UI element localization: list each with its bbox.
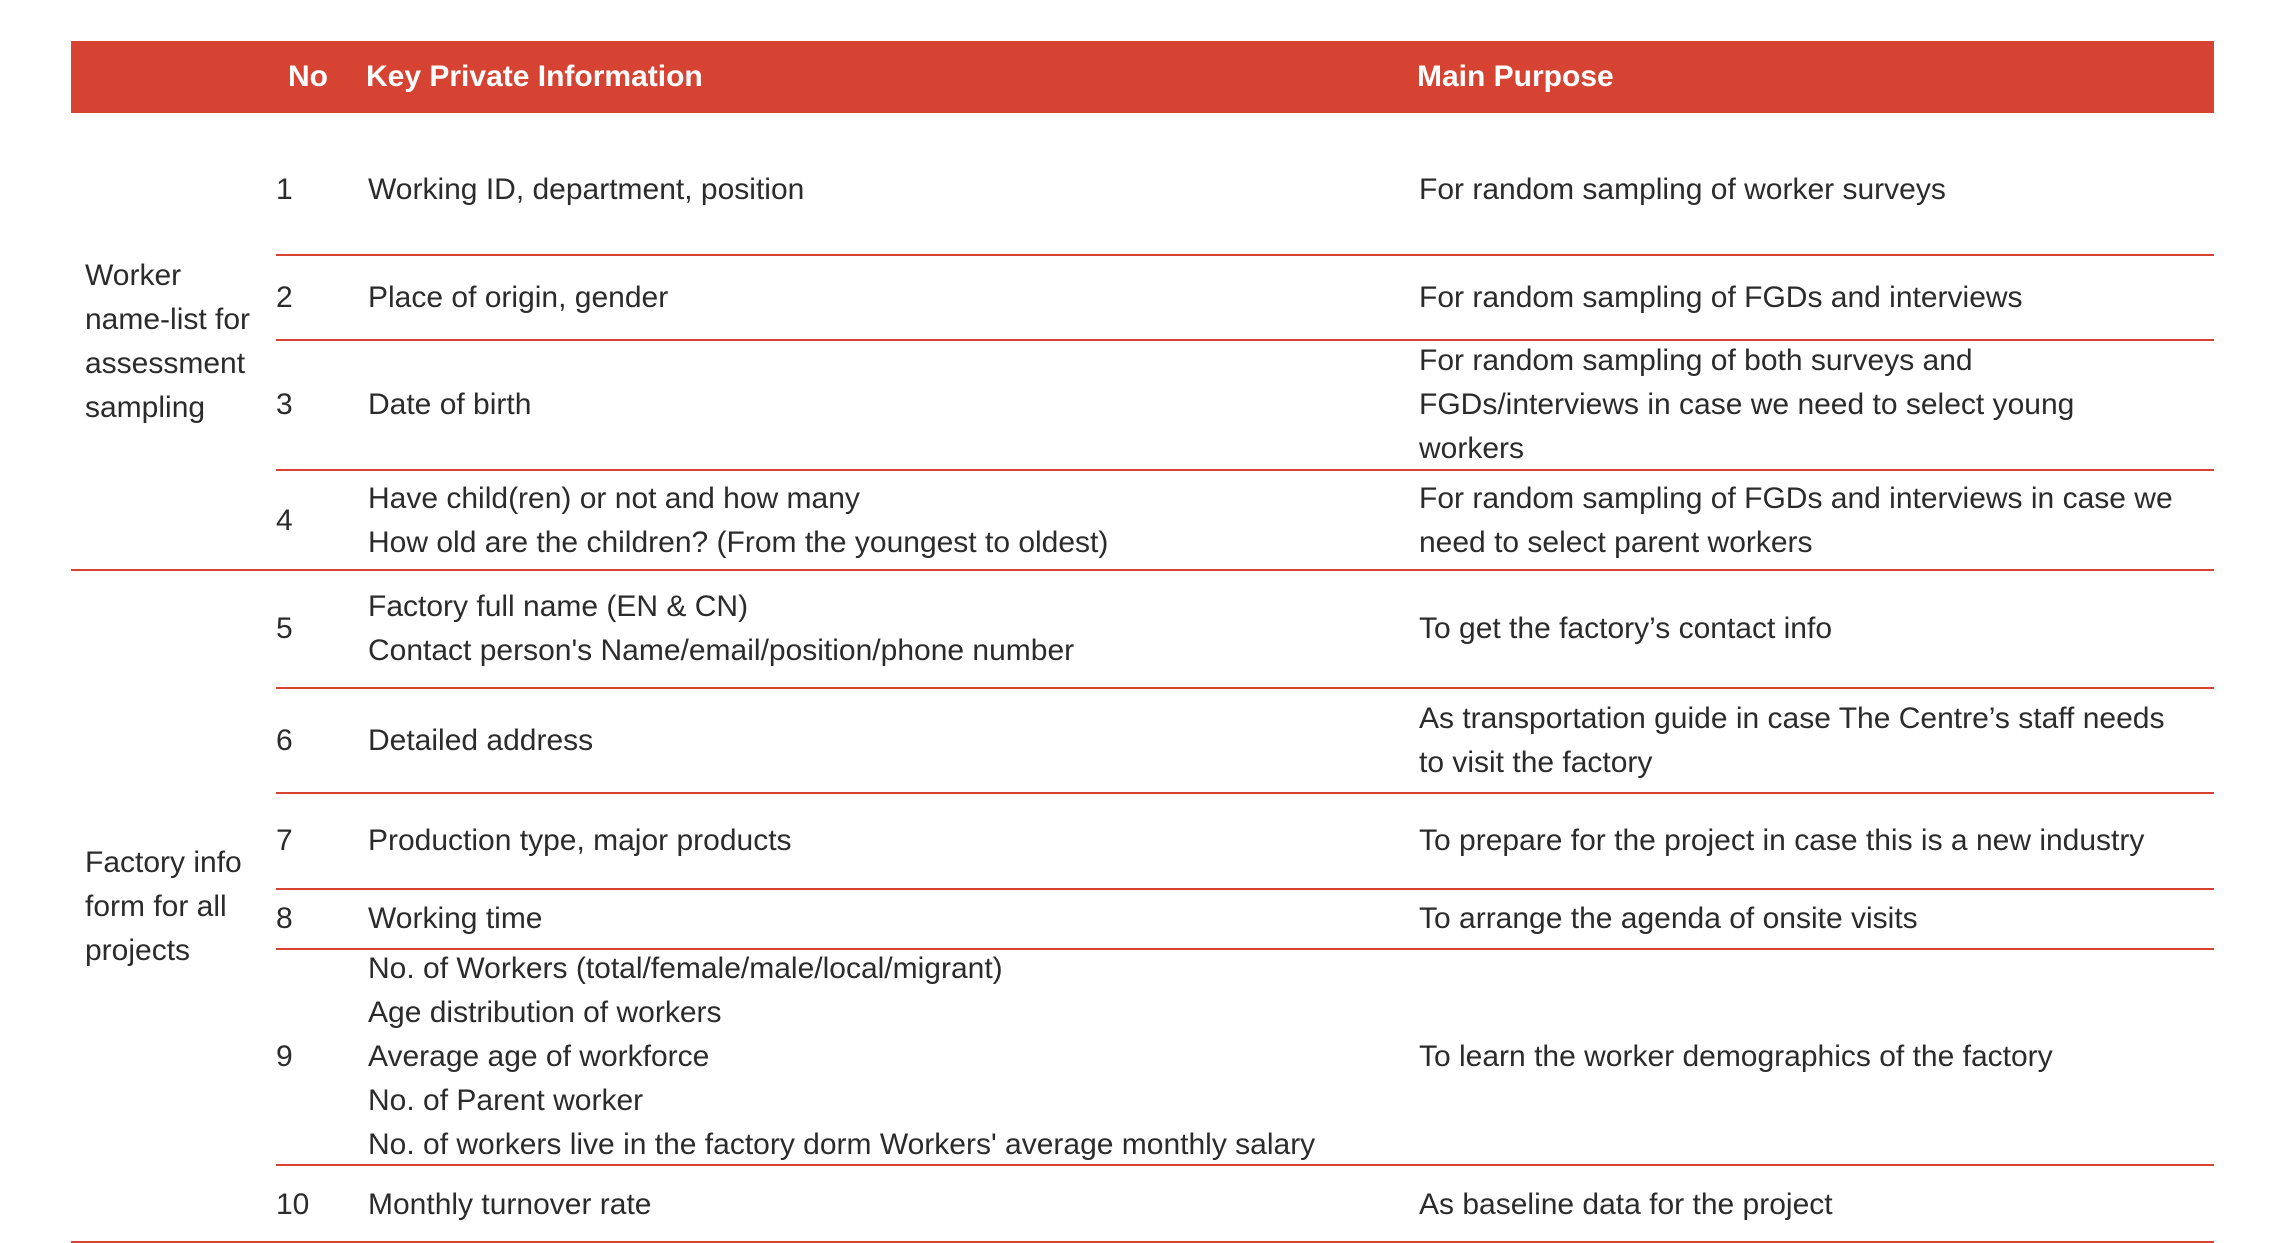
- cell-main-purpose: [1419, 890, 2209, 948]
- purpose-line: For random sampling of worker surveys: [1419, 172, 1946, 206]
- purpose-line: To get the factory’s contact info: [1419, 612, 1833, 645]
- group-label-line: projects: [85, 934, 191, 967]
- group-label-line: name-list for: [85, 303, 251, 336]
- table-row: [276, 113, 2214, 256]
- table-row: [276, 890, 2214, 950]
- cell-no: [276, 471, 336, 571]
- header-main-purpose: Main Purpose: [1417, 60, 1614, 93]
- cell-key-private-information: [368, 571, 1398, 687]
- purpose-line: As baseline data for the project: [1419, 1187, 1833, 1221]
- cell-key-private-information: [368, 689, 1398, 792]
- cell-main-purpose: [1419, 1166, 2209, 1243]
- purpose-line: To prepare for the project in case this is a new industry: [1419, 824, 2145, 857]
- row-number: 6: [276, 723, 293, 757]
- row-number: 4: [276, 504, 293, 537]
- purpose-line: For random sampling of FGDs and interviews in case we: [1419, 482, 2173, 515]
- cell-key-private-information: [368, 890, 1398, 948]
- cell-no: [276, 341, 336, 469]
- purpose-line: To learn the worker demographics of the factory: [1419, 1040, 2053, 1073]
- row-number: 10: [276, 1187, 310, 1221]
- purpose-line: need to select parent workers: [1419, 526, 1813, 559]
- info-line: Detailed address: [368, 723, 594, 757]
- cell-main-purpose: [1419, 256, 2209, 339]
- info-line: No. of workers live in the factory dorm Workers' average monthly salary: [368, 1128, 1316, 1161]
- table-row: [276, 794, 2214, 890]
- row-number: 8: [276, 902, 293, 935]
- info-line: Working time: [368, 902, 543, 935]
- cell-key-private-information: [368, 256, 1398, 339]
- cell-no: [276, 950, 336, 1164]
- group-label-line: sampling: [85, 391, 206, 424]
- purpose-line: to visit the factory: [1419, 745, 1653, 779]
- cell-main-purpose: [1419, 689, 2209, 792]
- cell-key-private-information: [368, 341, 1398, 469]
- info-line: Contact person's Name/email/position/phone number: [368, 634, 1075, 667]
- header-key-private-information: Key Private Information: [366, 60, 703, 93]
- cell-main-purpose: [1419, 471, 2209, 571]
- row-number: 9: [276, 1040, 293, 1073]
- info-line: Monthly turnover rate: [368, 1187, 652, 1221]
- purpose-line: workers: [1419, 432, 1525, 465]
- cell-no: [276, 571, 336, 687]
- info-line: Place of origin, gender: [368, 280, 669, 314]
- cell-key-private-information: [368, 794, 1398, 888]
- info-line: No. of Workers (total/female/male/local/migrant): [368, 952, 1003, 985]
- group-label: [85, 113, 275, 571]
- cell-no: [276, 689, 336, 792]
- cell-no: [276, 890, 336, 948]
- group-label-line: Factory info: [85, 846, 242, 879]
- row-number: 7: [276, 824, 293, 857]
- cell-no: [276, 256, 336, 339]
- purpose-line: To arrange the agenda of onsite visits: [1419, 902, 1918, 935]
- purpose-line: FGDs/interviews in case we need to select young: [1419, 388, 2075, 421]
- purpose-line: For random sampling of FGDs and interviews: [1419, 280, 2023, 314]
- header-no: No: [288, 60, 328, 93]
- group-label-line: assessment: [85, 347, 246, 380]
- cell-main-purpose: [1419, 341, 2209, 469]
- table-header: [71, 41, 2214, 113]
- table-row: [276, 471, 2214, 571]
- cell-no: [276, 1166, 336, 1243]
- info-line: Factory full name (EN & CN): [368, 590, 749, 623]
- cell-main-purpose: [1419, 950, 2209, 1164]
- row-number: 1: [276, 172, 293, 206]
- cell-key-private-information: [368, 950, 1398, 1164]
- cell-key-private-information: [368, 1166, 1398, 1243]
- table-row: [276, 950, 2214, 1166]
- table-row: [276, 1166, 2214, 1243]
- cell-main-purpose: [1419, 794, 2209, 888]
- cell-no: [276, 794, 336, 888]
- cell-key-private-information: [368, 113, 1398, 254]
- purpose-line: As transportation guide in case The Centre’s staff needs: [1419, 701, 2165, 735]
- table-row: [276, 571, 2214, 689]
- group-label-line: Worker: [85, 259, 182, 292]
- row-number: 3: [276, 388, 293, 421]
- info-line: Average age of workforce: [368, 1040, 710, 1073]
- table-row: [276, 689, 2214, 794]
- table-row: [276, 256, 2214, 341]
- row-number: 5: [276, 612, 293, 645]
- info-line: No. of Parent worker: [368, 1084, 644, 1117]
- group-label: [85, 571, 275, 1243]
- info-line: Working ID, department, position: [368, 172, 805, 206]
- info-line: Date of birth: [368, 388, 532, 421]
- info-line: How old are the children? (From the youngest to oldest): [368, 526, 1109, 559]
- cell-key-private-information: [368, 471, 1398, 571]
- cell-no: [276, 113, 336, 254]
- purpose-line: For random sampling of both surveys and: [1419, 344, 1973, 377]
- group-label-line: form for all: [85, 890, 227, 923]
- cell-main-purpose: [1419, 571, 2209, 687]
- cell-main-purpose: [1419, 113, 2209, 254]
- info-line: Production type, major products: [368, 824, 792, 857]
- table-row: [276, 341, 2214, 471]
- row-number: 2: [276, 280, 293, 314]
- info-line: Have child(ren) or not and how many: [368, 482, 860, 515]
- info-line: Age distribution of workers: [368, 996, 722, 1029]
